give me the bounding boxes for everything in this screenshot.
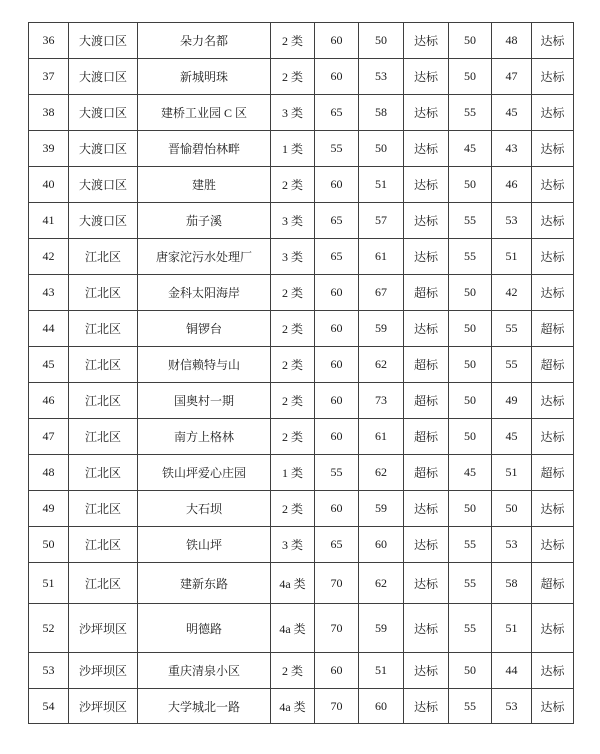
cell-district: 江北区 bbox=[69, 419, 138, 455]
cell-limit-2: 50 bbox=[449, 167, 492, 203]
cell-value-1: 62 bbox=[359, 455, 404, 491]
cell-status-1: 达标 bbox=[404, 167, 449, 203]
cell-district: 沙坪坝区 bbox=[69, 689, 138, 724]
cell-value-2: 47 bbox=[492, 59, 532, 95]
cell-site-name: 大学城北一路 bbox=[138, 689, 271, 724]
cell-value-1: 73 bbox=[359, 383, 404, 419]
cell-limit-2: 50 bbox=[449, 383, 492, 419]
cell-limit-1: 60 bbox=[315, 347, 359, 383]
cell-district: 大渡口区 bbox=[69, 95, 138, 131]
cell-limit-2: 50 bbox=[449, 23, 492, 59]
cell-row-number: 49 bbox=[29, 491, 69, 527]
cell-site-name: 朵力名都 bbox=[138, 23, 271, 59]
table-row bbox=[29, 527, 574, 563]
table-row bbox=[29, 23, 574, 59]
cell-class: 2 类 bbox=[271, 347, 315, 383]
cell-class: 4a 类 bbox=[271, 563, 315, 604]
cell-site-name: 国奥村一期 bbox=[138, 383, 271, 419]
table-row bbox=[29, 275, 574, 311]
cell-class: 2 类 bbox=[271, 23, 315, 59]
cell-row-number: 50 bbox=[29, 527, 69, 563]
cell-status-1: 达标 bbox=[404, 653, 449, 689]
cell-limit-2: 55 bbox=[449, 527, 492, 563]
cell-limit-2: 55 bbox=[449, 563, 492, 604]
table-row bbox=[29, 203, 574, 239]
cell-district: 江北区 bbox=[69, 527, 138, 563]
cell-row-number: 52 bbox=[29, 604, 69, 653]
cell-value-2: 45 bbox=[492, 95, 532, 131]
cell-row-number: 40 bbox=[29, 167, 69, 203]
cell-row-number: 44 bbox=[29, 311, 69, 347]
cell-limit-1: 60 bbox=[315, 383, 359, 419]
cell-row-number: 43 bbox=[29, 275, 69, 311]
cell-status-1: 达标 bbox=[404, 491, 449, 527]
cell-status-1: 达标 bbox=[404, 527, 449, 563]
cell-site-name: 建胜 bbox=[138, 167, 271, 203]
cell-limit-2: 50 bbox=[449, 311, 492, 347]
cell-value-2: 51 bbox=[492, 455, 532, 491]
table-row bbox=[29, 95, 574, 131]
cell-value-1: 51 bbox=[359, 653, 404, 689]
cell-site-name: 明德路 bbox=[138, 604, 271, 653]
cell-district: 江北区 bbox=[69, 347, 138, 383]
cell-limit-2: 50 bbox=[449, 653, 492, 689]
cell-value-2: 44 bbox=[492, 653, 532, 689]
cell-value-1: 58 bbox=[359, 95, 404, 131]
cell-class: 4a 类 bbox=[271, 689, 315, 724]
cell-value-2: 43 bbox=[492, 131, 532, 167]
cell-row-number: 48 bbox=[29, 455, 69, 491]
cell-value-1: 59 bbox=[359, 604, 404, 653]
cell-limit-1: 70 bbox=[315, 563, 359, 604]
cell-site-name: 铁山坪爱心庄园 bbox=[138, 455, 271, 491]
cell-class: 3 类 bbox=[271, 527, 315, 563]
cell-value-2: 49 bbox=[492, 383, 532, 419]
cell-value-1: 59 bbox=[359, 491, 404, 527]
table-row bbox=[29, 167, 574, 203]
cell-limit-2: 50 bbox=[449, 275, 492, 311]
cell-value-1: 59 bbox=[359, 311, 404, 347]
cell-class: 2 类 bbox=[271, 167, 315, 203]
cell-site-name: 铁山坪 bbox=[138, 527, 271, 563]
cell-status-2: 达标 bbox=[532, 689, 574, 724]
cell-site-name: 晋愉碧怡林畔 bbox=[138, 131, 271, 167]
cell-row-number: 51 bbox=[29, 563, 69, 604]
cell-status-2: 达标 bbox=[532, 59, 574, 95]
cell-status-1: 达标 bbox=[404, 23, 449, 59]
cell-status-2: 达标 bbox=[532, 383, 574, 419]
cell-class: 2 类 bbox=[271, 419, 315, 455]
cell-row-number: 38 bbox=[29, 95, 69, 131]
cell-site-name: 唐家沱污水处理厂 bbox=[138, 239, 271, 275]
cell-status-1: 超标 bbox=[404, 455, 449, 491]
table-row bbox=[29, 383, 574, 419]
cell-status-2: 达标 bbox=[532, 527, 574, 563]
cell-class: 2 类 bbox=[271, 383, 315, 419]
cell-value-2: 51 bbox=[492, 604, 532, 653]
cell-class: 3 类 bbox=[271, 203, 315, 239]
cell-district: 沙坪坝区 bbox=[69, 604, 138, 653]
cell-status-1: 达标 bbox=[404, 239, 449, 275]
cell-limit-2: 50 bbox=[449, 419, 492, 455]
table-row bbox=[29, 419, 574, 455]
cell-limit-1: 65 bbox=[315, 203, 359, 239]
table-row bbox=[29, 59, 574, 95]
cell-row-number: 54 bbox=[29, 689, 69, 724]
cell-class: 3 类 bbox=[271, 239, 315, 275]
cell-row-number: 53 bbox=[29, 653, 69, 689]
cell-value-2: 48 bbox=[492, 23, 532, 59]
cell-value-2: 53 bbox=[492, 527, 532, 563]
cell-limit-1: 55 bbox=[315, 131, 359, 167]
cell-value-1: 57 bbox=[359, 203, 404, 239]
cell-site-name: 大石坝 bbox=[138, 491, 271, 527]
cell-status-1: 达标 bbox=[404, 604, 449, 653]
cell-site-name: 建桥工业园 C 区 bbox=[138, 95, 271, 131]
cell-limit-1: 65 bbox=[315, 95, 359, 131]
table-row bbox=[29, 239, 574, 275]
table-row bbox=[29, 491, 574, 527]
cell-site-name: 财信赖特与山 bbox=[138, 347, 271, 383]
cell-value-2: 46 bbox=[492, 167, 532, 203]
cell-status-2: 达标 bbox=[532, 604, 574, 653]
cell-limit-2: 55 bbox=[449, 689, 492, 724]
cell-value-1: 62 bbox=[359, 347, 404, 383]
table-body bbox=[29, 23, 574, 724]
cell-status-1: 超标 bbox=[404, 419, 449, 455]
cell-status-2: 达标 bbox=[532, 491, 574, 527]
cell-class: 4a 类 bbox=[271, 604, 315, 653]
cell-limit-1: 60 bbox=[315, 167, 359, 203]
cell-status-2: 超标 bbox=[532, 311, 574, 347]
cell-status-1: 超标 bbox=[404, 347, 449, 383]
cell-limit-2: 55 bbox=[449, 604, 492, 653]
cell-value-2: 53 bbox=[492, 203, 532, 239]
cell-limit-2: 45 bbox=[449, 131, 492, 167]
table-row bbox=[29, 455, 574, 491]
cell-status-2: 超标 bbox=[532, 347, 574, 383]
cell-limit-1: 60 bbox=[315, 311, 359, 347]
table-row bbox=[29, 311, 574, 347]
cell-class: 2 类 bbox=[271, 311, 315, 347]
cell-site-name: 茄子溪 bbox=[138, 203, 271, 239]
cell-value-1: 50 bbox=[359, 131, 404, 167]
cell-site-name: 南方上格林 bbox=[138, 419, 271, 455]
cell-status-1: 超标 bbox=[404, 383, 449, 419]
cell-row-number: 36 bbox=[29, 23, 69, 59]
cell-limit-2: 55 bbox=[449, 203, 492, 239]
cell-limit-1: 65 bbox=[315, 527, 359, 563]
cell-value-1: 60 bbox=[359, 689, 404, 724]
cell-status-2: 超标 bbox=[532, 455, 574, 491]
cell-value-1: 50 bbox=[359, 23, 404, 59]
cell-limit-1: 60 bbox=[315, 23, 359, 59]
cell-status-1: 超标 bbox=[404, 275, 449, 311]
cell-status-2: 超标 bbox=[532, 563, 574, 604]
cell-value-1: 60 bbox=[359, 527, 404, 563]
cell-status-1: 达标 bbox=[404, 95, 449, 131]
cell-district: 江北区 bbox=[69, 455, 138, 491]
cell-value-2: 55 bbox=[492, 311, 532, 347]
cell-class: 2 类 bbox=[271, 275, 315, 311]
cell-status-1: 达标 bbox=[404, 311, 449, 347]
cell-limit-1: 60 bbox=[315, 491, 359, 527]
cell-row-number: 42 bbox=[29, 239, 69, 275]
cell-district: 江北区 bbox=[69, 275, 138, 311]
cell-row-number: 37 bbox=[29, 59, 69, 95]
table-row bbox=[29, 653, 574, 689]
cell-district: 江北区 bbox=[69, 563, 138, 604]
cell-status-2: 达标 bbox=[532, 95, 574, 131]
cell-status-1: 达标 bbox=[404, 203, 449, 239]
cell-status-2: 达标 bbox=[532, 275, 574, 311]
cell-value-1: 62 bbox=[359, 563, 404, 604]
cell-value-2: 42 bbox=[492, 275, 532, 311]
cell-limit-2: 50 bbox=[449, 59, 492, 95]
cell-district: 大渡口区 bbox=[69, 167, 138, 203]
cell-site-name: 金科太阳海岸 bbox=[138, 275, 271, 311]
cell-limit-2: 50 bbox=[449, 491, 492, 527]
cell-status-2: 达标 bbox=[532, 167, 574, 203]
cell-class: 1 类 bbox=[271, 131, 315, 167]
cell-district: 沙坪坝区 bbox=[69, 653, 138, 689]
cell-class: 2 类 bbox=[271, 653, 315, 689]
cell-row-number: 39 bbox=[29, 131, 69, 167]
cell-value-2: 55 bbox=[492, 347, 532, 383]
cell-status-2: 达标 bbox=[532, 419, 574, 455]
cell-limit-1: 60 bbox=[315, 653, 359, 689]
cell-status-2: 达标 bbox=[532, 203, 574, 239]
table-row bbox=[29, 563, 574, 604]
cell-district: 大渡口区 bbox=[69, 23, 138, 59]
cell-value-2: 45 bbox=[492, 419, 532, 455]
noise-monitoring-table bbox=[28, 22, 574, 724]
cell-row-number: 47 bbox=[29, 419, 69, 455]
cell-district: 江北区 bbox=[69, 383, 138, 419]
table-row bbox=[29, 131, 574, 167]
cell-class: 1 类 bbox=[271, 455, 315, 491]
cell-district: 大渡口区 bbox=[69, 203, 138, 239]
cell-row-number: 46 bbox=[29, 383, 69, 419]
cell-status-1: 达标 bbox=[404, 563, 449, 604]
cell-row-number: 41 bbox=[29, 203, 69, 239]
cell-district: 江北区 bbox=[69, 491, 138, 527]
cell-value-1: 61 bbox=[359, 239, 404, 275]
cell-limit-1: 70 bbox=[315, 689, 359, 724]
table-row bbox=[29, 347, 574, 383]
cell-district: 江北区 bbox=[69, 311, 138, 347]
cell-limit-2: 45 bbox=[449, 455, 492, 491]
cell-limit-1: 70 bbox=[315, 604, 359, 653]
cell-status-2: 达标 bbox=[532, 239, 574, 275]
cell-class: 2 类 bbox=[271, 491, 315, 527]
cell-site-name: 新城明珠 bbox=[138, 59, 271, 95]
cell-value-1: 67 bbox=[359, 275, 404, 311]
cell-value-2: 51 bbox=[492, 239, 532, 275]
cell-limit-1: 65 bbox=[315, 239, 359, 275]
cell-class: 2 类 bbox=[271, 59, 315, 95]
cell-status-1: 达标 bbox=[404, 689, 449, 724]
cell-row-number: 45 bbox=[29, 347, 69, 383]
cell-site-name: 铜锣台 bbox=[138, 311, 271, 347]
cell-limit-1: 60 bbox=[315, 59, 359, 95]
cell-value-2: 50 bbox=[492, 491, 532, 527]
cell-limit-1: 60 bbox=[315, 275, 359, 311]
cell-site-name: 建新东路 bbox=[138, 563, 271, 604]
cell-status-1: 达标 bbox=[404, 59, 449, 95]
cell-status-2: 达标 bbox=[532, 653, 574, 689]
cell-value-1: 51 bbox=[359, 167, 404, 203]
cell-limit-1: 55 bbox=[315, 455, 359, 491]
cell-limit-2: 55 bbox=[449, 239, 492, 275]
cell-district: 大渡口区 bbox=[69, 59, 138, 95]
cell-status-1: 达标 bbox=[404, 131, 449, 167]
cell-site-name: 重庆清泉小区 bbox=[138, 653, 271, 689]
cell-limit-1: 60 bbox=[315, 419, 359, 455]
cell-limit-2: 55 bbox=[449, 95, 492, 131]
cell-value-1: 53 bbox=[359, 59, 404, 95]
table-row bbox=[29, 689, 574, 724]
cell-district: 大渡口区 bbox=[69, 131, 138, 167]
monitoring-table-container bbox=[28, 22, 574, 724]
cell-value-2: 58 bbox=[492, 563, 532, 604]
cell-value-1: 61 bbox=[359, 419, 404, 455]
cell-status-2: 达标 bbox=[532, 131, 574, 167]
table-row bbox=[29, 604, 574, 653]
cell-class: 3 类 bbox=[271, 95, 315, 131]
cell-limit-2: 50 bbox=[449, 347, 492, 383]
cell-district: 江北区 bbox=[69, 239, 138, 275]
cell-status-2: 达标 bbox=[532, 23, 574, 59]
cell-value-2: 53 bbox=[492, 689, 532, 724]
